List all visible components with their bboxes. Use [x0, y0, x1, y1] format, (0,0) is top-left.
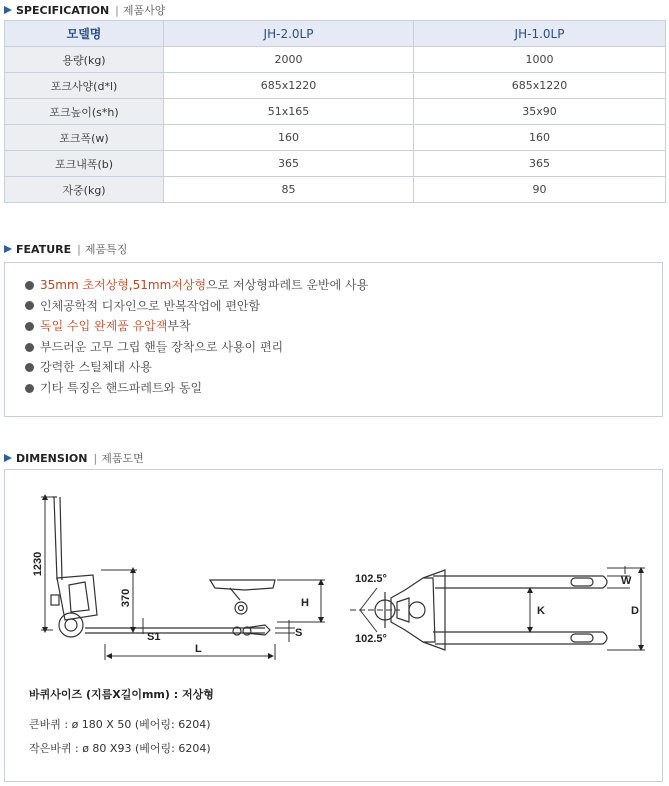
table-row [5, 99, 666, 125]
dimension-drawing [5, 470, 662, 781]
table-cell: 51x165 [164, 99, 414, 125]
dimension-box [4, 469, 663, 782]
table-cell: 85 [164, 177, 414, 203]
model-header: 모델명 [5, 21, 164, 47]
table-cell: 160 [414, 125, 666, 151]
feature-section-header [4, 241, 127, 257]
feature-text: 부드러운 고무 그립 핸들 장착으로 사용이 편리 [40, 339, 284, 354]
bullet-dot-icon [25, 281, 34, 290]
title-separator: | [93, 451, 98, 465]
dim-label-s1: S1 [147, 631, 161, 643]
bullet-dot-icon [25, 343, 34, 352]
dim-label-w: W [621, 575, 632, 587]
row-label: 용량(kg) [5, 47, 164, 73]
title-separator: | [77, 242, 81, 256]
table-cell: 365 [164, 151, 414, 177]
dim-label-d: D [631, 605, 639, 617]
dim-label-angle-top: 102.5° [355, 573, 387, 585]
list-item [25, 378, 662, 399]
feature-box [4, 262, 663, 417]
table-cell: 685x1220 [164, 73, 414, 99]
feature-text: 부착 [167, 319, 191, 334]
dimension-subtitle: 제품도면 [101, 452, 144, 465]
row-label: 포크내폭(b) [5, 151, 164, 177]
row-label: 포크폭(w) [5, 125, 164, 151]
dim-label-s: S [295, 627, 303, 639]
list-item [25, 275, 662, 296]
spec-title: SPECIFICATION [16, 3, 110, 17]
feature-highlight: 35mm 초저상형,51mm저상형 [40, 278, 207, 292]
feature-subtitle: 제품특징 [84, 243, 128, 256]
list-item [25, 316, 662, 337]
title-separator: | [115, 3, 119, 17]
dimension-section-header [4, 450, 144, 466]
table-cell: 2000 [164, 47, 414, 73]
bullet-dot-icon [25, 363, 34, 372]
row-label: 포크높이(s*h) [5, 99, 164, 125]
dim-label-l: L [195, 643, 202, 655]
feature-text: 기타 특징은 핸드파레트와 동일 [40, 380, 203, 395]
triangle-bullet-icon [4, 245, 12, 253]
feature-text: 으로 저상형파레트 운반에 사용 [206, 278, 369, 292]
small-wheel-spec: 작은바퀴 : ø 80 X93 (베어링: 6204) [29, 742, 211, 755]
spec-subtitle: 제품사양 [122, 4, 166, 17]
table-cell: 160 [164, 125, 414, 151]
table-cell: 1000 [414, 47, 666, 73]
triangle-bullet-icon [4, 454, 12, 462]
spec-section-header [4, 2, 165, 18]
triangle-bullet-icon [4, 6, 12, 14]
list-item [25, 296, 662, 317]
dim-label-height: 1230 [32, 551, 44, 577]
table-row [5, 125, 666, 151]
dim-label-k: K [537, 605, 545, 617]
bullet-dot-icon [25, 384, 34, 393]
spec-table [4, 20, 666, 203]
table-row [5, 177, 666, 203]
model-name: JH-2.0LP [164, 21, 414, 47]
table-cell: 90 [414, 177, 666, 203]
wheel-size-title: 바퀴사이즈 (지름X길이mm) : 저상형 [29, 688, 214, 701]
dimension-title: DIMENSION [16, 451, 88, 465]
dim-label-angle-bottom: 102.5° [355, 633, 387, 645]
table-cell: 35x90 [414, 99, 666, 125]
bullet-dot-icon [25, 301, 34, 310]
feature-text: 인체공학적 디자인으로 반복작업에 편안함 [40, 298, 261, 313]
feature-title: FEATURE [16, 242, 72, 256]
feature-highlight: 독일 수입 완제품 유압잭 [40, 319, 168, 334]
feature-text: 강력한 스틸체대 사용 [40, 360, 152, 375]
dim-label-handle: 370 [120, 588, 132, 608]
dim-label-h: H [301, 597, 309, 609]
list-item [25, 337, 662, 358]
spec-header-row [5, 21, 666, 47]
list-item [25, 357, 662, 378]
model-name: JH-1.0LP [414, 21, 666, 47]
table-cell: 365 [414, 151, 666, 177]
row-label: 포크사양(d*l) [5, 73, 164, 99]
row-label: 자중(kg) [5, 177, 164, 203]
table-row [5, 47, 666, 73]
big-wheel-spec: 큰바퀴 : ø 180 X 50 (베어링: 6204) [29, 718, 211, 731]
table-row [5, 151, 666, 177]
bullet-dot-icon [25, 322, 34, 331]
table-cell: 685x1220 [414, 73, 666, 99]
table-row [5, 73, 666, 99]
feature-list [5, 263, 662, 399]
